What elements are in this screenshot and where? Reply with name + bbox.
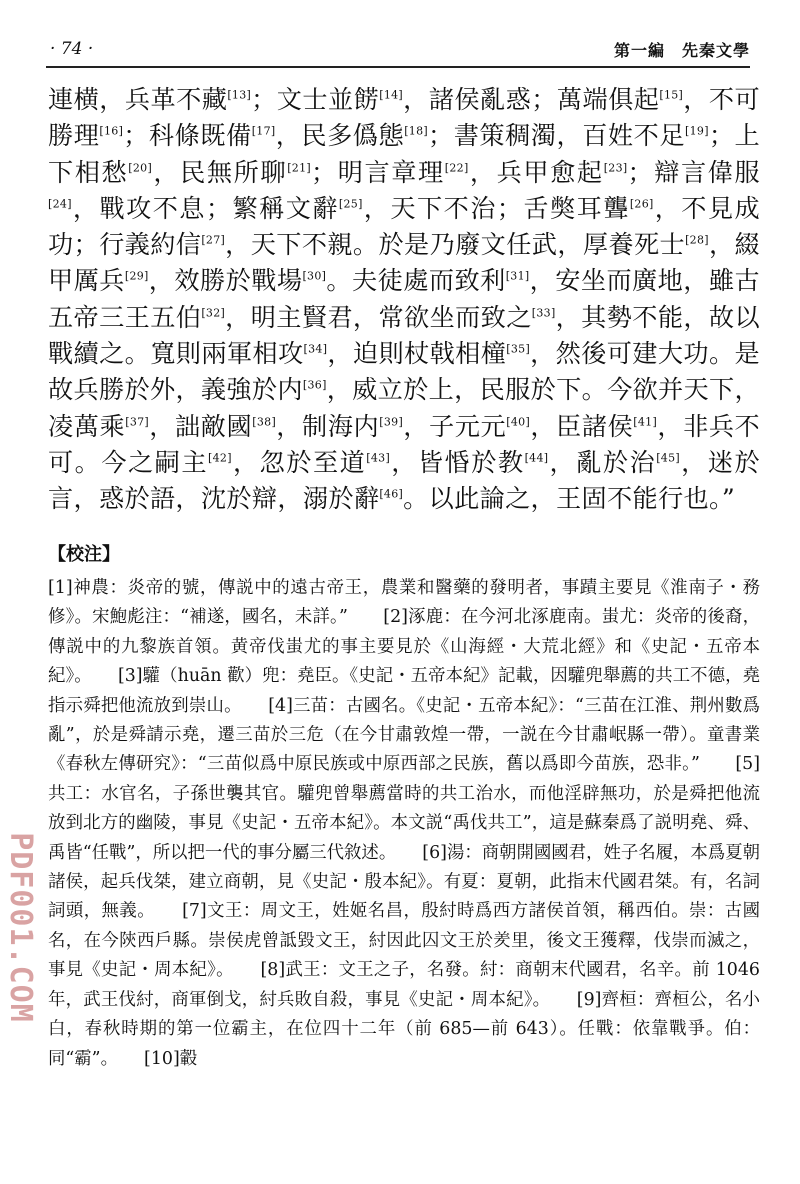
notes-text: [1]神農：炎帝的號，傳説中的遠古帝王，農業和醫藥的發明者，事蹟主要見《淮南子・務修》。宋鮑彪注：“補遂，國名，未詳。” [2]涿鹿：在今河北涿鹿南。蚩尤：炎帝的後裔，傳説中的九黎族首領。黄帝伐蚩尤的事主要見於《山海經・大荒北經》和《史記・五帝本紀》。 [3]驩（huān 歡）兜：堯臣。《史記・五帝本紀》記載，因驩兜舉薦的共工不德，堯指示舜把他流放到崇山。 [4]三苗：古國名。《史記・五帝本紀》：“三苗在江淮、荆州數爲亂”，於是舜請示堯，遷三苗於三危（在今甘肅敦煌一帶，一説在今甘肅岷縣一帶）。童書業《春秋左傳研究》：“三苗似爲中原民族或中原西部之民族，舊以爲即今苗族，恐非。” [5]共工：水官名，子孫世襲其官。驩兜曾舉薦當時的共工治水，而他淫辟無功，於是舜把他流放到北方的幽陵，事見《史記・五帝本紀》。本文説“禹伐共工”，這是蘇秦爲了説明堯、舜、禹皆“任戰”，所以把一代的事分屬三代敘述。 [6]湯：商朝開國國君，姓子名履，本爲夏朝諸侯，起兵伐桀，建立商朝，見《史記・殷本紀》。有夏：夏朝，此指末代國君桀。有，名詞詞頭，無義。 [7]文王：周文王，姓姬名昌，殷紂時爲西方諸侯首領，稱西伯。崇：古國名，在今陝西戶縣。崇侯虎曾詆毀文王，紂因此囚文王於羑里，後文王獲釋，伐崇而滅之，事見《史記・周本紀》。 [8]武王：文王之子，名發。紂：商朝末代國君，名辛。前 1046 年，武王伐紂，商軍倒戈，紂兵敗自殺，事見《史記・周本紀》。 [9]齊桓：齊桓公，名小白，春秋時期的第一位霸主，在位四十二年（前 685—前 643）。任戰：依靠戰爭。伯：同“霸”。 [10]轂 xyxy=(48,578,760,1069)
header-rule xyxy=(46,66,750,68)
note-ref: [34] xyxy=(303,342,328,356)
note-ref: [19] xyxy=(685,124,709,138)
watermark-text: PDF001.COM xyxy=(2,831,38,1023)
note-ref: [45] xyxy=(656,451,680,465)
note-ref: [33] xyxy=(531,306,556,320)
note-ref: [37] xyxy=(125,415,150,429)
note-ref: [22] xyxy=(444,161,469,175)
note-ref: [42] xyxy=(208,451,232,465)
note-ref: [43] xyxy=(366,451,391,465)
note-ref: [29] xyxy=(124,270,149,284)
watermark xyxy=(0,832,40,1022)
note-ref: [30] xyxy=(302,270,327,284)
note-ref: [27] xyxy=(201,233,226,247)
note-ref: [13] xyxy=(227,88,252,102)
note-ref: [14] xyxy=(379,88,404,102)
note-ref: [32] xyxy=(201,306,226,320)
page-number: · 74 · xyxy=(50,39,94,59)
note-ref: [16] xyxy=(99,124,124,138)
note-ref: [36] xyxy=(302,378,327,392)
note-ref: [35] xyxy=(506,342,531,356)
note-ref: [40] xyxy=(506,415,531,429)
note-ref: [31] xyxy=(505,270,530,284)
note-ref: [18] xyxy=(404,124,428,138)
note-ref: [20] xyxy=(128,161,153,175)
note-ref: [23] xyxy=(603,161,628,175)
note-ref: [15] xyxy=(659,88,684,102)
main-text: 連横，兵革不藏[13]；文士並餝[14]，諸侯亂惑；萬端俱起[15]，不可勝理[16]；科條既備[17]，民多僞態[18]；書策稠濁，百姓不足[19]；上下相愁[20]，民無所聊[21]；明言章理[22]，兵甲愈起[23]；辯言偉服[24]，戰攻不息；繁稱文辭[25]，天下不治；舌獘耳聾[26]，不見成功；行義約信[27]，天下不親。於是乃廢文任武，厚養死士[28]，綴甲厲兵[29]，效勝於戰場[30]。夫徒處而致利[31]，安坐而廣地，雖古五帝三王五伯[32]，明主賢君，常欲坐而致之[33]，其勢不能，故以戰續之。寬則兩軍相攻[34]，迫則杖戟相橦[35]，然後可建大功。是故兵勝於外，義強於内[36]，威立於上，民服於下。今欲并天下，凌萬乘[37]，詘敵國[38]，制海内[39]，子元元[40]，臣諸侯[41]，非兵不可。今之嗣主[42]，忽於至道[43]，皆惛於教[44]，亂於治[45]，迷於言，惑於語，沈於辯，溺於辭[46]。以此論之，王固不能行也。” xyxy=(48,85,761,514)
notes-heading: 【校注】 xyxy=(48,544,120,565)
note-ref: [46] xyxy=(379,487,404,501)
running-title: 第一編 先秦文學 xyxy=(613,40,750,60)
note-ref: [21] xyxy=(287,161,311,175)
note-ref: [39] xyxy=(379,415,404,429)
note-ref: [17] xyxy=(251,124,276,138)
note-ref: [44] xyxy=(524,451,549,465)
note-ref: [28] xyxy=(685,233,709,247)
note-ref: [41] xyxy=(633,415,658,429)
page-header xyxy=(50,36,750,62)
note-ref: [24] xyxy=(48,197,72,211)
note-ref: [38] xyxy=(252,415,277,429)
note-ref: [26] xyxy=(629,197,654,211)
note-ref: [25] xyxy=(338,197,363,211)
